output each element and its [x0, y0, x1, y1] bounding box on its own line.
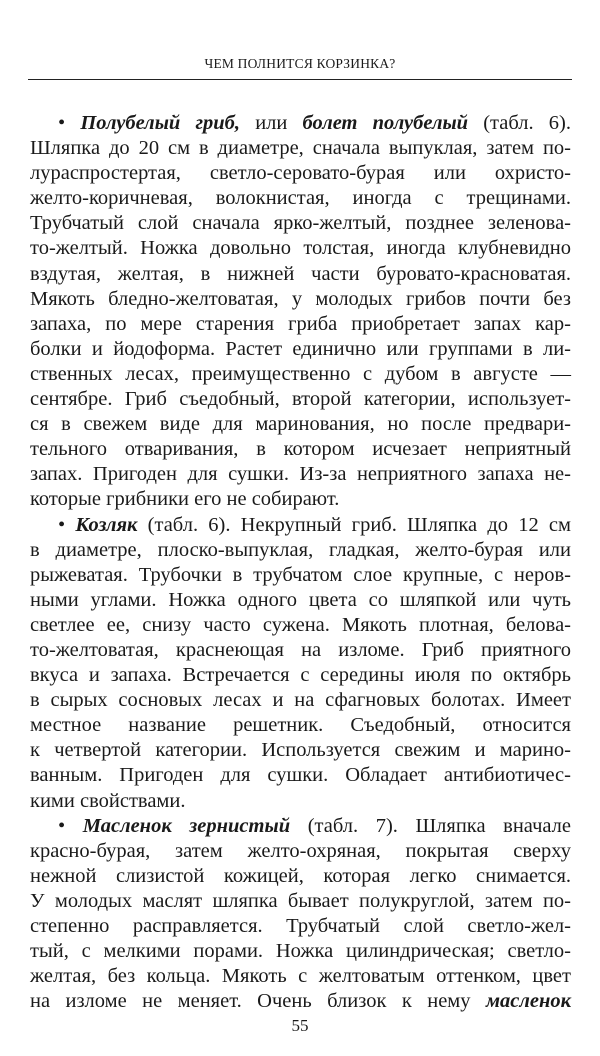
line-content: Мякоть бледно-желтоватая, у молодых грибов почти без: [30, 287, 571, 310]
text-segment: на изломе не меняет. Очень близок к нему: [30, 990, 486, 1013]
text-line: [30, 262, 571, 287]
line-content: светлее ее, снизу часто сужена. Мякоть плотная, белова-: [30, 613, 571, 636]
line-content: [58, 815, 571, 837]
text-line: [30, 337, 571, 362]
text-line: [30, 287, 571, 312]
text-line: [30, 763, 571, 788]
line-content: Шляпка до 20 см в диаметре, сначала выпуклая, затем по-: [30, 137, 571, 160]
line-content: сентябре. Гриб съедобный, второй категории, использует-: [30, 388, 571, 411]
line-content: нежной слизистой кожицей, которая легко снимается.: [30, 864, 571, 887]
text-line: [30, 989, 571, 1014]
text-line: [30, 186, 571, 211]
line-content: желтая, без кольца. Мякоть с желтоватым оттенком, цвет: [30, 965, 571, 988]
running-header: ЧЕМ ПОЛНИТСЯ КОРЗИНКА?: [204, 56, 396, 71]
line-content: Трубчатый слой сначала ярко-желтый, позднее зеленова-: [30, 212, 571, 235]
text-line: [30, 136, 571, 161]
line-content: вздутая, желтая, в нижней части буровато-красноватая.: [30, 262, 571, 285]
line-content: степенно расправляется. Трубчатый слой светло-жел-: [30, 915, 571, 937]
text-line: [30, 638, 571, 663]
paragraph: [30, 111, 571, 513]
line-content: местное название решетник. Съедобный, относится: [30, 714, 571, 737]
body-text: [30, 111, 571, 1014]
text-line: [30, 914, 571, 939]
emphasized-term: Масленок зернистый: [82, 814, 291, 837]
line-content: тый, с мелкими порами. Ножка цилиндрическая; светло-: [30, 940, 571, 963]
text-line: [30, 789, 571, 814]
text-segment: (табл. 6).: [468, 112, 571, 134]
line-content: лураспростертая, светло-серовато-бурая или охристо-: [30, 162, 571, 185]
text-line: [30, 939, 571, 964]
text-line: [30, 889, 571, 914]
text-line: [30, 487, 571, 512]
text-line: [30, 839, 571, 864]
line-content: рыжеватая. Трубочки в трубчатом слое крупные, с неров-: [30, 563, 571, 586]
line-content: [30, 990, 571, 1012]
line-content: ся в свежем виде для маринования, но после предвари-: [30, 413, 571, 436]
line-content: запаха, по мере старения гриба приобретает запах кар-: [30, 312, 571, 335]
text-line: [30, 362, 571, 387]
emphasized-term: Козляк: [75, 513, 138, 536]
line-content: запах. Пригоден для сушки. Из-за неприятного запаха не-: [30, 463, 571, 486]
line-content: [58, 514, 571, 536]
text-line: [30, 738, 571, 763]
text-line: [30, 814, 571, 839]
text-line: [30, 563, 571, 588]
text-line: [30, 613, 571, 638]
text-line: [30, 663, 571, 688]
line-content: ванным. Пригоден для сушки. Обладает антибиотичес-: [30, 764, 571, 787]
header-rule: [28, 79, 572, 80]
page-number: 55: [291, 1016, 309, 1035]
text-line: [30, 387, 571, 412]
line-content: [58, 112, 571, 134]
line-content: к четвертой категории. Используется свежим и марино-: [30, 739, 571, 762]
line-content: вкуса и запаха. Встречается с середины июля по октябрь: [30, 664, 571, 687]
line-content: ственных лесах, преимущественно с дубом в августе —: [30, 362, 571, 385]
line-content: тельного отваривания, в котором исчезает неприятный: [30, 438, 571, 461]
text-segment: •: [58, 112, 81, 134]
text-segment: (табл. 7). Шляпка вначале: [290, 814, 571, 837]
line-content: кими свойствами.: [30, 789, 186, 812]
line-content: красно-бурая, затем желто-охряная, покрытая сверху: [30, 839, 571, 862]
line-content: ными углами. Ножка одного цвета со шляпкой или чуть: [30, 588, 571, 611]
text-line: [30, 111, 571, 136]
line-content: в диаметре, плоско-выпуклая, гладкая, желто-бурая или: [30, 538, 571, 561]
line-content: желто-коричневая, волокнистая, иногда с трещинами.: [30, 187, 571, 210]
text-line: [30, 236, 571, 261]
text-line: [30, 312, 571, 337]
line-content: то-желтоватая, краснеющая на изломе. Гриб приятного: [30, 638, 571, 661]
emphasized-term: масленок: [485, 990, 571, 1013]
text-line: [30, 688, 571, 713]
text-line: [30, 161, 571, 186]
text-segment: •: [58, 814, 83, 837]
text-line: [30, 513, 571, 538]
text-segment: (табл. 6). Некрупный гриб. Шляпка до 12 см: [137, 513, 571, 536]
text-line: [30, 538, 571, 563]
text-line: [30, 588, 571, 613]
line-content: болки и йодоформа. Растет единично или группами в ли-: [30, 337, 571, 360]
line-content: в сырых сосновых лесах и на сфагновых болотах. Имеет: [30, 689, 571, 712]
line-content: которые грибники его не собирают.: [30, 488, 340, 511]
text-line: [30, 713, 571, 738]
paragraph: [30, 513, 571, 814]
line-content: то-желтый. Ножка довольно толстая, иногда клубневидно: [30, 237, 571, 260]
text-line: [30, 964, 571, 989]
text-line: [30, 211, 571, 236]
text-line: [30, 864, 571, 889]
text-line: [30, 462, 571, 487]
emphasized-term: болет полубелый: [302, 112, 469, 134]
line-content: У молодых маслят шляпка бывает полукруглой, затем по-: [30, 889, 571, 912]
text-segment: или: [240, 112, 303, 134]
text-line: [30, 412, 571, 437]
emphasized-term: Полубелый гриб,: [80, 112, 241, 134]
paragraph: [30, 814, 571, 1015]
text-segment: •: [58, 513, 76, 536]
text-line: [30, 437, 571, 462]
